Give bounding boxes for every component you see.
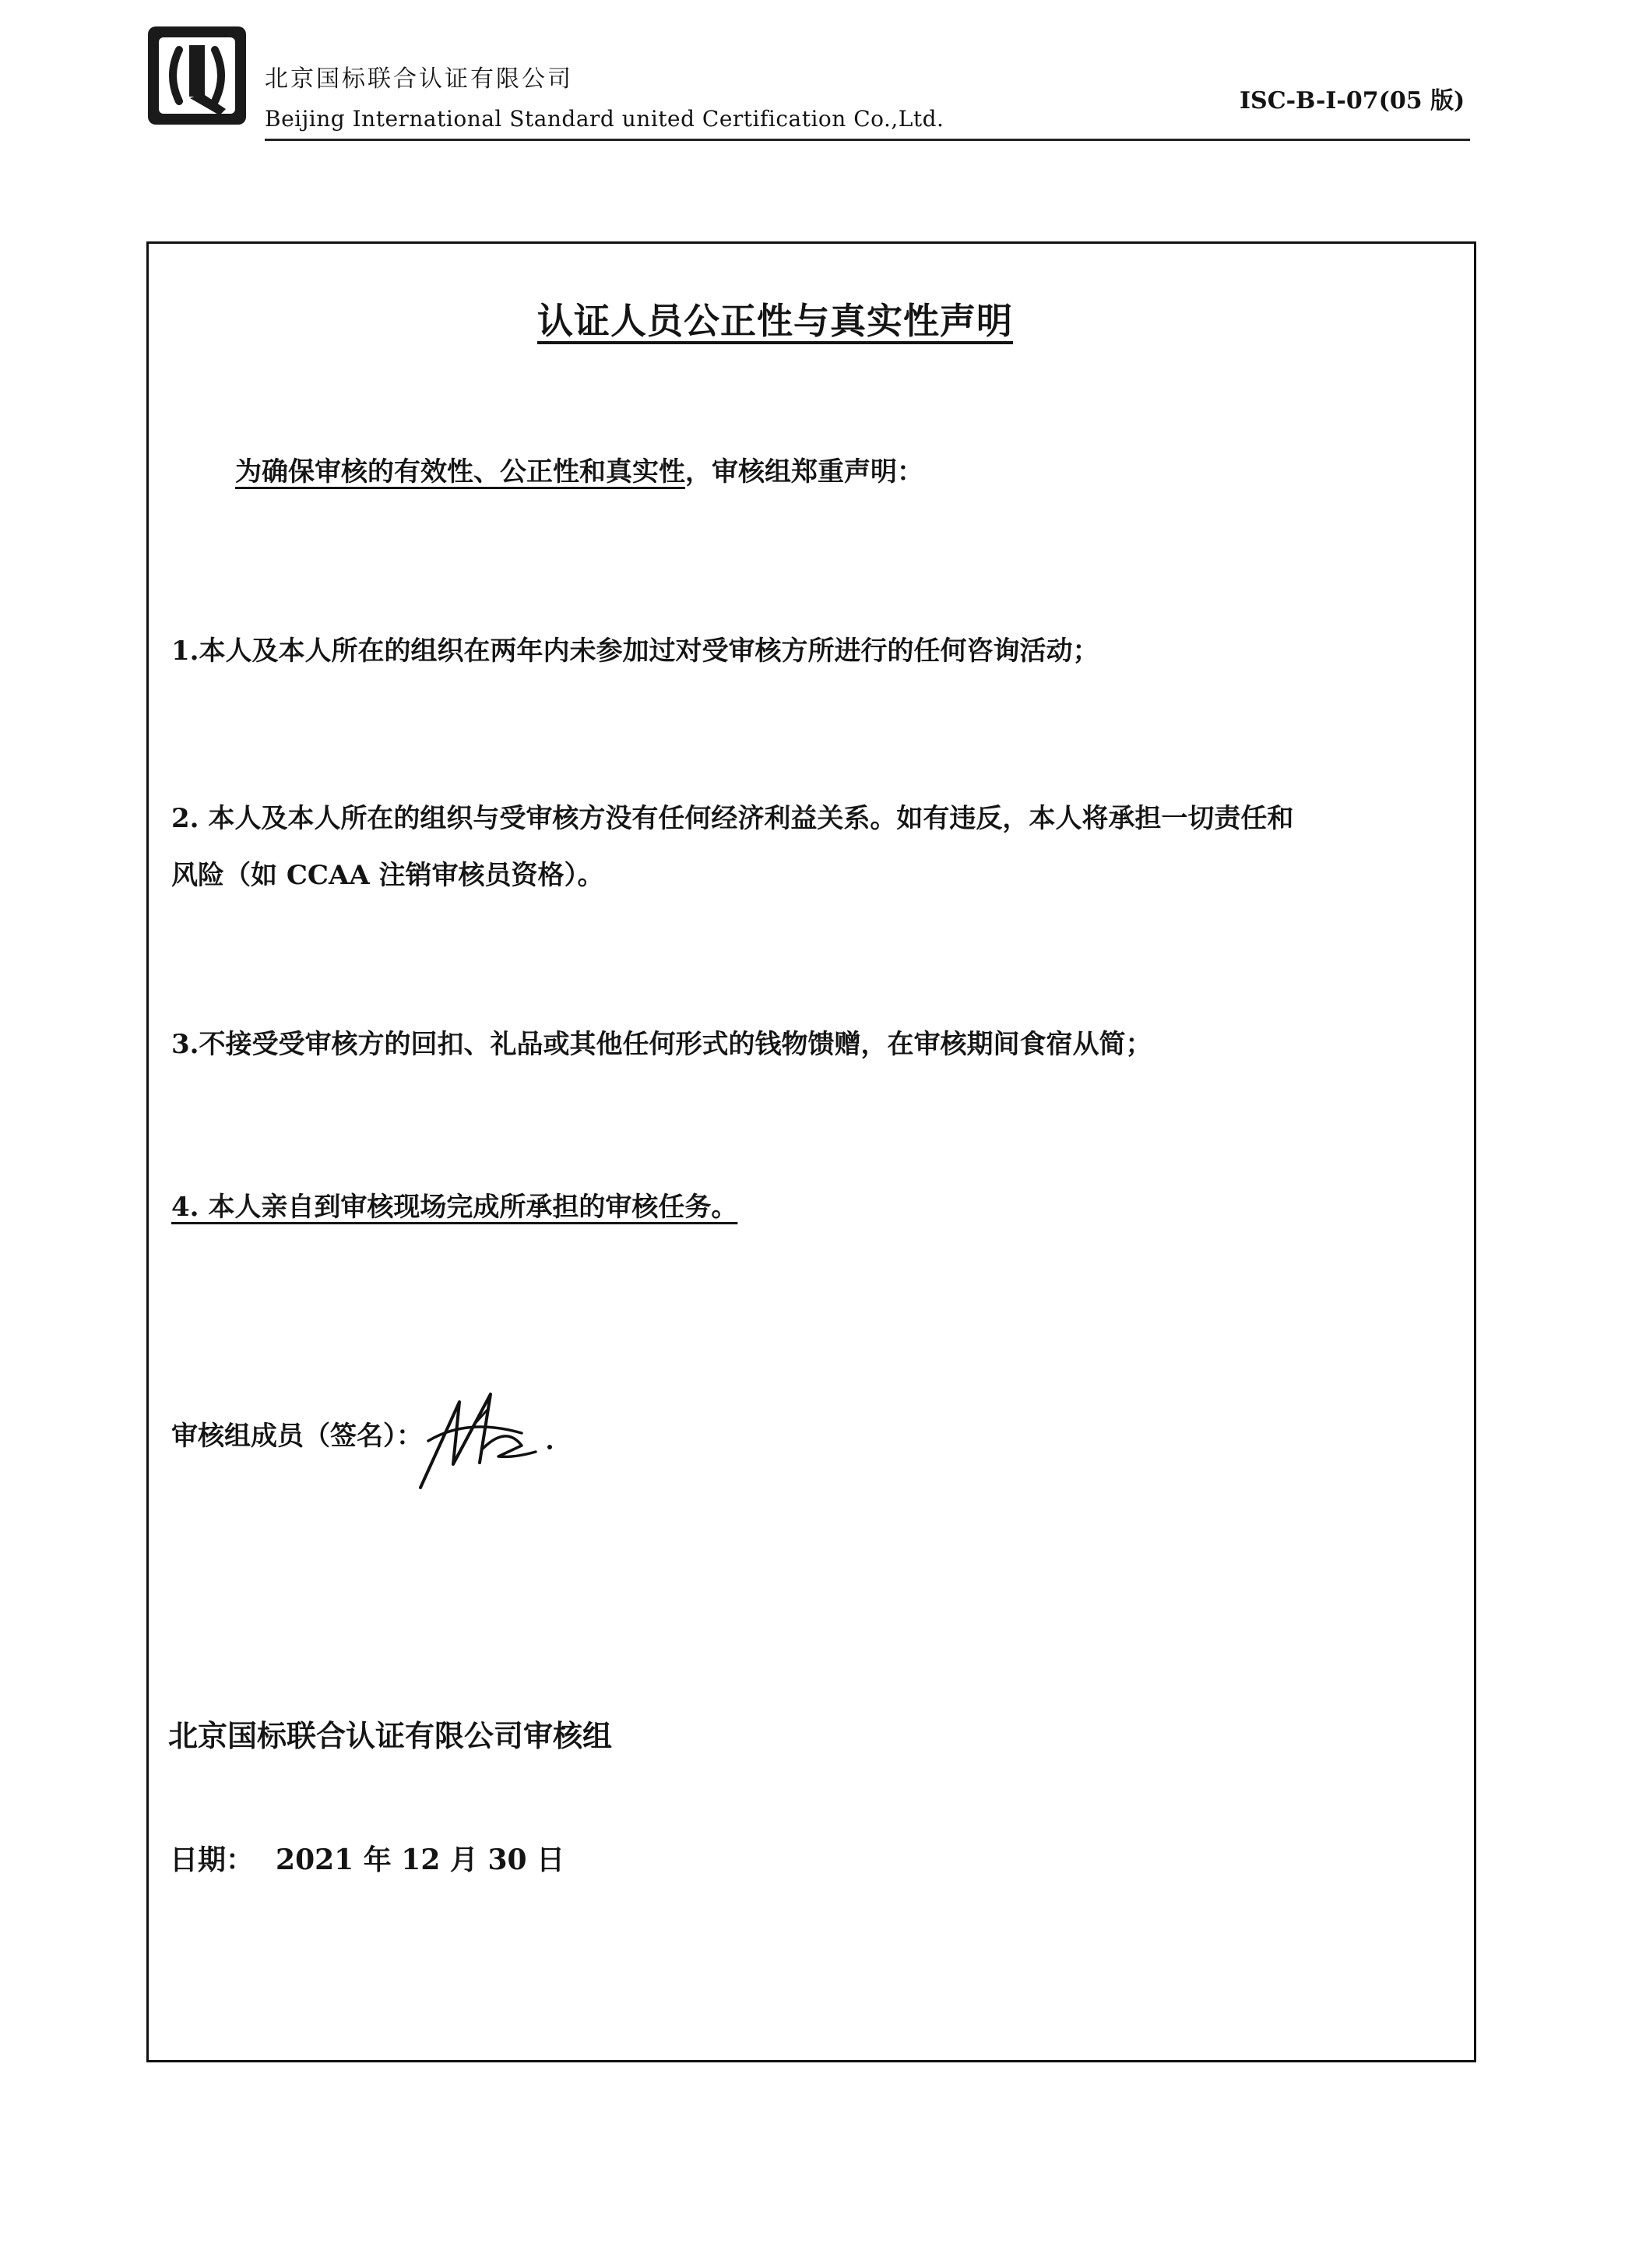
intro-rest-text: ，审核组郑重声明： [685,456,923,488]
declaration-item-4: 4. 本人亲自到审核现场完成所承担的审核任务。 [171,1192,738,1223]
document-title: 认证人员公正性与真实性声明 [537,300,1013,342]
header-divider [265,139,1470,141]
signature-label: 审核组成员（签名）： [171,1421,423,1452]
intro-underlined-text: 为确保审核的有效性、公正性和真实性 [235,456,685,488]
declaration-item-3: 3.不接受受审核方的回扣、礼品或其他任何形式的钱物馈赠，在审核期间食宿从简； [171,1029,1152,1060]
declaration-frame [146,241,1476,2062]
declaration-item-2-line-1: 2. 本人及本人所在的组织与受审核方没有任何经济利益关系。如有违反，本人将承担一切责任和 [171,803,1294,834]
date-label: 日期： [170,1844,255,1876]
company-name-cn: 北京国标联合认证有限公司 [265,65,573,93]
date-line [170,1838,565,1878]
company-name-en: Beijing International Standard united Certification Co.,Ltd. [265,106,944,132]
company-logo [145,23,249,129]
declaration-item-1: 1.本人及本人所在的组织在两年内未参加过对受审核方所进行的任何咨询活动； [171,636,1099,667]
intro-statement [235,450,923,488]
date-value: 2021 年 12 月 30 日 [276,1844,565,1876]
handwritten-signature [405,1371,561,1495]
document-code: ISC-B-I-07(05 版) [1240,87,1465,114]
audit-team-name: 北京国标联合认证有限公司审核组 [168,1718,613,1753]
declaration-item-2-line-2: 风险（如 CCAA 注销审核员资格）。 [171,860,604,891]
